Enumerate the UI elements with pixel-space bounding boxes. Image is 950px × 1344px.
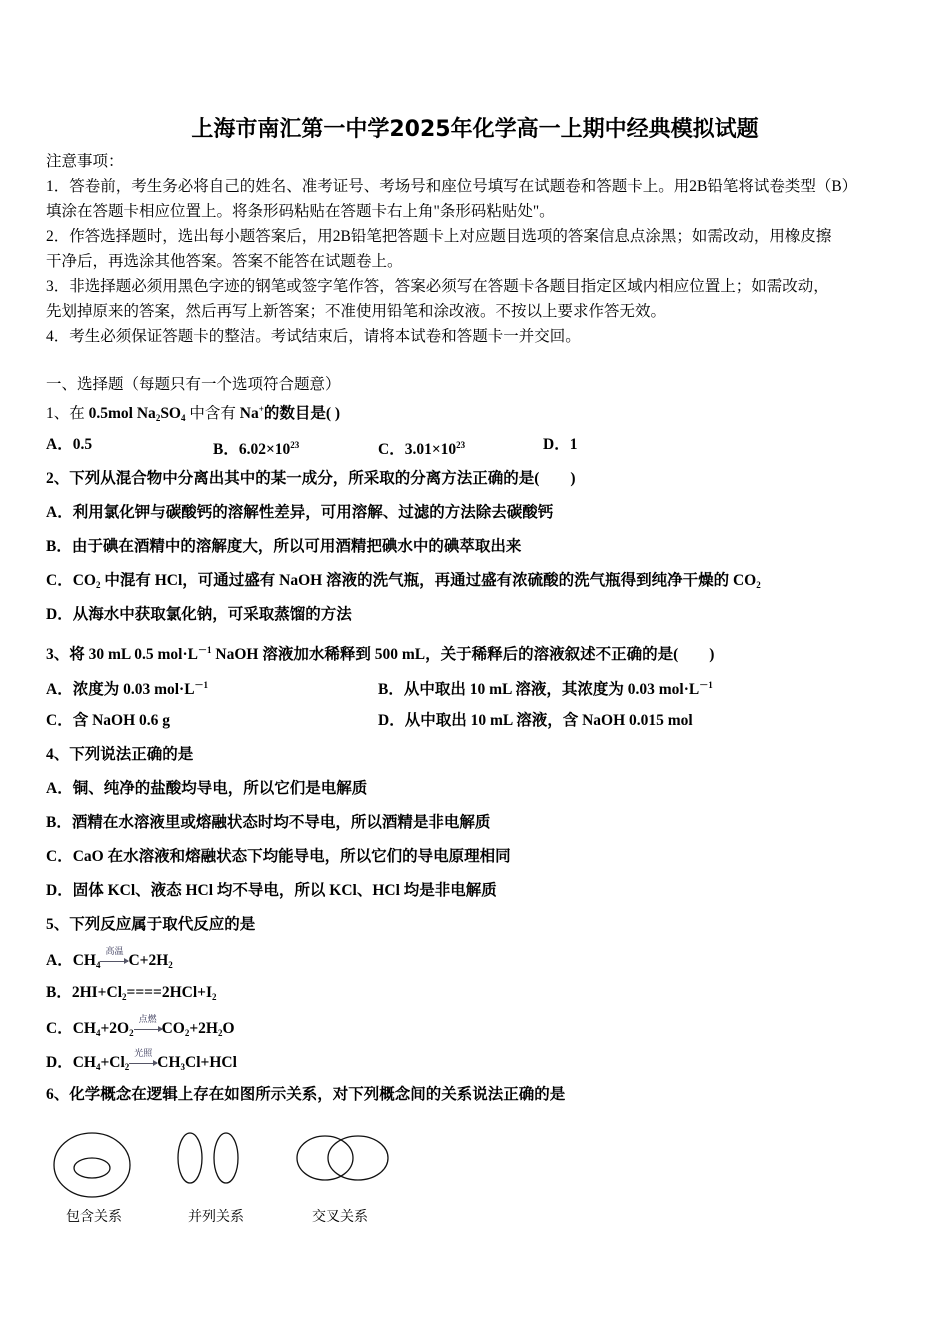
note-line (46, 327, 581, 347)
text-segment: 4 (95, 1028, 101, 1038)
text-segment: 中含有 (185, 405, 240, 422)
reaction-arrow-icon (129, 1048, 157, 1065)
text-segment: + (258, 404, 264, 414)
text-segment: B．6.02×10 (213, 441, 291, 458)
reaction-condition: 高温 (105, 946, 124, 956)
text-segment: 0.5mol Na (88, 405, 156, 422)
parallel-ellipse-right (214, 1133, 238, 1183)
reaction-arrow-icon (100, 946, 128, 963)
text-segment: 4．考生必须保证答题卡的整洁。考试结束后，请将本试卷和答题卡一并交回。 (46, 328, 581, 345)
answer-option (378, 435, 465, 460)
text-segment: +2O (100, 1020, 130, 1037)
text-segment: 2 (184, 1028, 190, 1038)
text-segment: 5、下列反应属于取代反应的是 (46, 916, 256, 933)
text-segment: 6、化学概念在逻辑上存在如图所示关系，对下列概念间的关系说法正确的是 (46, 1086, 566, 1103)
text-segment: C．含 NaOH 0.6 g (46, 712, 171, 729)
note-line (46, 177, 857, 197)
question-stem (46, 399, 340, 428)
diagram-label-containment: 包含关系 (66, 1209, 122, 1225)
text-segment: 4 (95, 1062, 101, 1072)
text-segment: 4 (95, 960, 101, 970)
text-segment: +Cl (100, 1054, 125, 1071)
note-line (46, 152, 124, 172)
answer-option (213, 435, 299, 460)
text-segment: D．从中取出 10 mL 溶液，含 NaOH 0.015 mol (378, 712, 693, 729)
answer-option (46, 675, 208, 700)
text-segment: D．从海水中获取氯化钠，可采取蒸馏的方法 (46, 606, 352, 623)
text-segment: －1 (699, 680, 713, 690)
text-segment: C．CaO 在水溶液和熔融状态下均能导电，所以它们的导电原理相同 (46, 848, 511, 865)
text-segment: 4 (181, 413, 186, 423)
answer-option (46, 1014, 235, 1043)
text-segment: B．酒精在水溶液里或熔融状态时均不导电，所以酒精是非电解质 (46, 814, 491, 831)
text-segment: 2 (124, 1062, 130, 1072)
diagram-label-intersect: 交叉关系 (312, 1209, 368, 1225)
text-segment: A．浓度为 0.03 mol·L (46, 681, 195, 698)
question-stem (46, 915, 255, 935)
text-segment: CO (161, 1020, 185, 1037)
text-segment: O (222, 1020, 235, 1037)
text-segment: 3、将 30 mL 0.5 mol·L (46, 646, 198, 663)
text-segment: ====2HCl+I (126, 984, 213, 1001)
page-title: 上海市南汇第一中学2025年化学高一上期中经典模拟试题 (191, 117, 759, 142)
text-segment: 3．非选择题必须用黑色字迹的钢笔或签字笔作答，答案必须写在答题卡各题目指定区域内相应位置上；如需改动， (46, 278, 829, 295)
text-segment: 填涂在答题卡相应位置上。将条形码粘贴在答题卡右上角"条形码粘贴处"。 (46, 203, 555, 220)
text-segment: 23 (456, 440, 466, 450)
text-segment: Cl+HCl (185, 1054, 237, 1071)
answer-option (46, 537, 521, 557)
answer-option (543, 435, 577, 455)
text-segment: D．固体 KCl、液态 HCl 均不导电，所以 KCl、HCl 均是非电解质 (46, 882, 497, 899)
section-heading: 一、选择题（每题只有一个选项符合题意） (46, 376, 341, 393)
text-segment: 先划掉原来的答案，然后再写上新答案；不准使用铅笔和涂改液。不按以上要求作答无效。 (46, 303, 667, 320)
text-segment: 中混有 HCl，可通过盛有 NaOH 溶液的洗气瓶，再通过盛有浓硫酸的洗气瓶得到纯净干燥的 CO (100, 572, 757, 589)
answer-option (46, 1048, 237, 1077)
answer-option (378, 675, 713, 700)
text-segment: B．由于碘在酒精中的溶解度大，所以可用酒精把碘水中的碘萃取出来 (46, 538, 522, 555)
text-segment: 2 (212, 992, 217, 1002)
text-segment: D．1 (543, 436, 578, 453)
text-segment: Na (239, 405, 259, 422)
text-segment: A．利用氯化钾与碳酸钙的溶解性差异，可用溶解、过滤的方法除去碳酸钙 (46, 504, 554, 521)
text-segment: A．0.5 (46, 436, 93, 453)
text-segment: 2 (122, 992, 127, 1002)
text-segment: +2H (189, 1020, 218, 1037)
text-segment: 2 (95, 580, 101, 590)
text-segment: C．CH (46, 1020, 96, 1037)
note-line (46, 202, 555, 222)
note-line (46, 302, 666, 322)
reaction-condition: 光照 (134, 1048, 153, 1058)
question-stem (46, 1085, 565, 1105)
text-segment: 2、下列从混合物中分离出其中的某一成分，所采取的分离方法正确的是( ) (46, 470, 576, 487)
text-segment: NaOH 溶液加水稀释到 500 mL，关于稀释后的溶液叙述不正确的是( ) (211, 646, 715, 663)
note-line (46, 227, 831, 247)
text-segment: C．3.01×10 (378, 441, 457, 458)
answer-option (46, 503, 553, 523)
answer-option (46, 983, 217, 1007)
text-segment: B．从中取出 10 mL 溶液，其浓度为 0.03 mol·L (378, 681, 700, 698)
text-segment: C．CO (46, 572, 96, 589)
text-segment: 1、在 (46, 405, 89, 422)
text-segment: 2 (168, 960, 173, 970)
answer-option (46, 946, 173, 975)
text-segment: 4、下列说法正确的是 (46, 746, 194, 763)
text-segment: 干净后，再选涂其他答案。答案不能答在试题卷上。 (46, 253, 403, 270)
intersect-ellipse-right (328, 1136, 388, 1180)
note-line (46, 252, 403, 272)
text-segment: 2 (756, 580, 761, 590)
answer-option (46, 605, 352, 625)
text-segment: C+2H (128, 952, 169, 969)
text-segment: B．2HI+Cl (46, 984, 123, 1001)
text-segment: －1 (198, 645, 212, 655)
text-segment: 注意事项： (46, 153, 124, 170)
text-segment: －1 (194, 680, 209, 690)
question-stem (46, 745, 193, 765)
answer-option (46, 779, 367, 799)
text-segment: A．铜、纯净的盐酸均导电，所以它们是电解质 (46, 780, 368, 797)
parallel-ellipse-left (178, 1133, 202, 1183)
question-stem (46, 469, 576, 489)
intersect-ellipse-left (297, 1136, 353, 1180)
answer-option (46, 711, 170, 731)
answer-option (46, 881, 497, 901)
answer-option (378, 711, 693, 731)
reaction-arrow-icon (134, 1014, 162, 1031)
text-segment: 1．答卷前，考生务必将自己的姓名、准考证号、考场号和座位号填写在试题卷和答题卡上。用2B铅笔将试卷类型（B） (46, 178, 858, 195)
text-segment: 2．作答选择题时，选出每小题答案后，用2B铅笔把答题卡上对应题目选项的答案信息点涂黑；如需改动，用橡皮擦 (46, 228, 832, 245)
text-segment: 的数目是( ) (263, 405, 341, 422)
text-segment: A．CH (46, 952, 96, 969)
text-segment: 2 (217, 1028, 223, 1038)
note-line (46, 277, 829, 297)
answer-option (46, 847, 511, 867)
text-segment: SO (160, 405, 181, 422)
text-segment: 23 (290, 440, 300, 450)
text-segment: 3 (180, 1062, 186, 1072)
answer-option (46, 435, 92, 455)
question-stem (46, 640, 714, 665)
text-segment: 2 (129, 1028, 134, 1038)
diagram-label-parallel: 并列关系 (188, 1209, 244, 1225)
reaction-condition: 点燃 (138, 1014, 157, 1024)
text-segment: CH (157, 1054, 181, 1071)
containment-inner-ellipse (74, 1158, 110, 1178)
text-segment: D．CH (46, 1054, 96, 1071)
answer-option (46, 813, 490, 833)
containment-outer-ellipse (54, 1133, 130, 1197)
text-segment: 2 (155, 413, 161, 423)
answer-option (46, 571, 761, 595)
